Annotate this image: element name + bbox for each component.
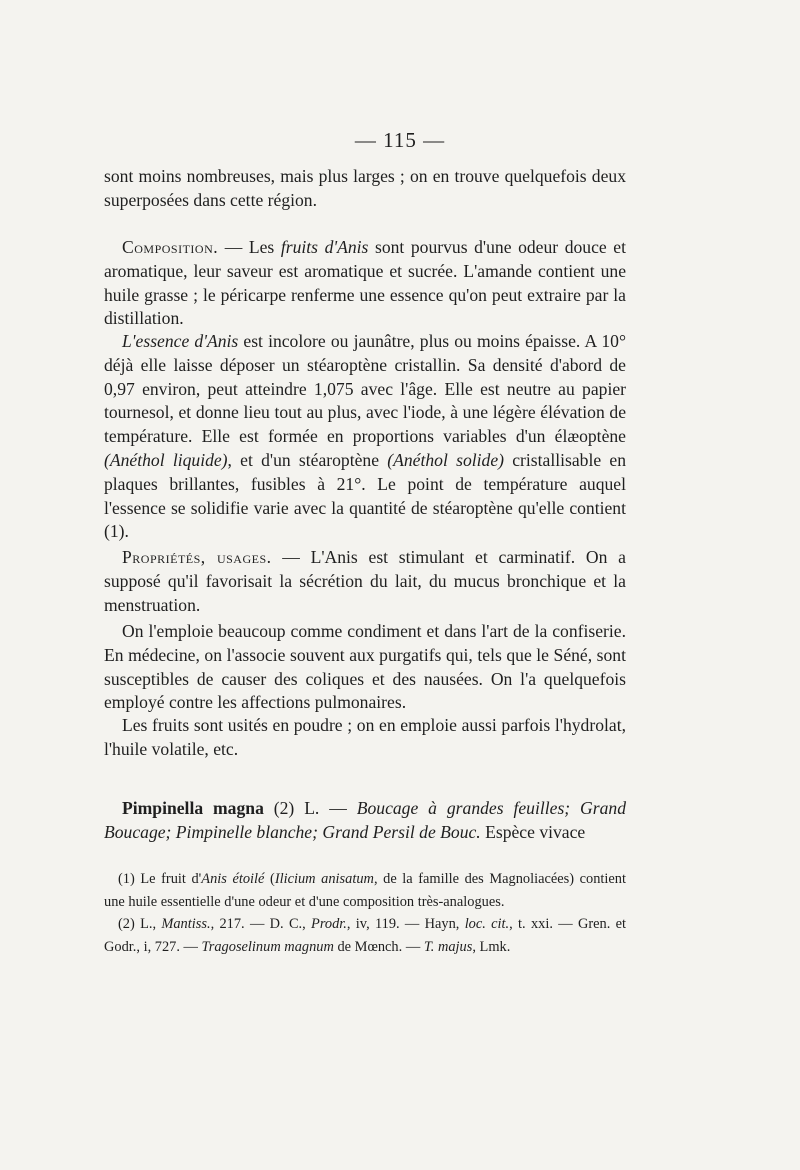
paragraph-pimpinella: Pimpinella magna (2) L. — Boucage à grandes feuilles; Grand Boucage; Pimpinelle blanche; Grand Persil de Bouc. Espèce vivace (104, 798, 626, 842)
paragraph-essence: L'essence d'Anis est incolore ou jaunâtre, plus ou moins épaisse. A 10° déjà elle laisse déposer un stéaroptène cristallin. Sa densité d'abord de 0,97 environ, peut atteindre 1,075 avec l'âge. Elle est neutre au papier tournesol, et donne lieu tout au plus, avec l'iode, à une légère élévation de température. Elle est formée en proportions variables d'un élæoptène (Anéthol liquide), et d'un stéaroptène (Anéthol solide) cristallisable en plaques brillantes, fusibles à 21°. Le point de température auquel l'essence se solidifie varie avec la quantité de stéaroptène qu'elle contient (1). (104, 331, 627, 542)
paragraph-continuation (104, 165, 626, 213)
section-heading-proprietes: Propriétés, usages. (122, 547, 272, 567)
paragraph-proprietes: Propriétés, usages. — L'Anis est stimulant et carminatif. On a supposé qu'il favorisait la sécrétion du lait, du mucus bronchique et la menstruation. (104, 547, 626, 615)
italic-term: (Anéthol solide) (387, 449, 504, 470)
species-name: Pimpinella magna (122, 798, 264, 818)
italic-term: fruits d'Anis (280, 237, 369, 257)
section-heading-composition: Composition. (122, 237, 219, 257)
italic-term: (Anéthol liquide) (104, 449, 228, 470)
paragraph-fruits: Les fruits sont usités en poudre ; on en emploie aussi parfois l'hydrolat, l'huile volatile, etc. (104, 715, 626, 759)
footnotes (104, 868, 626, 958)
footnote-2: (2) L., Mantiss., 217. — D. C., Prodr., iv, 119. — Hayn, loc. cit., t. xxi. — Gren. et Godr., i, 727. — Tragoselinum magnum de Mœnch. — T. majus, Lmk. (104, 916, 626, 955)
paragraph-composition: Composition. — Les fruits d'Anis sont pourvus d'une odeur douce et aromatique, leur saveur est aromatique et sucrée. L'amande contient une huile grasse ; le péricarpe renferme une essence qu'on peut extraire par la distillation. (104, 237, 626, 329)
italic-term: L'essence d'Anis (122, 331, 239, 351)
footnote-1: (1) Le fruit d'Anis étoilé (Ilicium anisatum, de la famille des Magnoliacées) contient une huile essentielle d'une odeur et d'une composition très-analogues. (104, 871, 627, 910)
common-names: Boucage à grandes feuilles; Grand Boucage; Pimpinelle blanche; Grand Persil de Bouc. (104, 798, 626, 842)
paragraph-emploi: On l'emploie beaucoup comme condiment et dans l'art de la confiserie. En médecine, on l'associe souvent aux purgatifs qui, tels que le Séné, sont susceptibles de causer des coliques et des nausées. On l'a quelquefois employé contre les affections pulmonaires. (104, 621, 626, 713)
paragraph-text: sont moins nombreuses, mais plus larges ; on en trouve quelquefois deux superposées dans cette région. (104, 166, 626, 210)
page-number: — 115 — (354, 128, 446, 152)
